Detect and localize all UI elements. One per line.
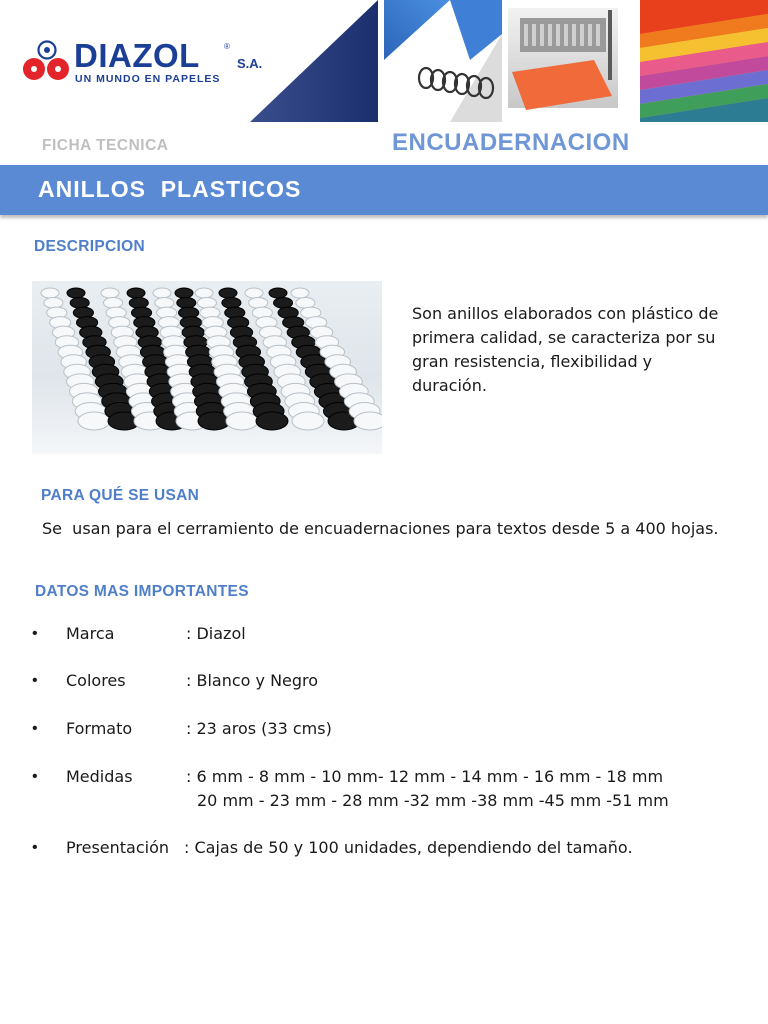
description-line: primera calidad, se caracteriza por su <box>412 328 716 347</box>
binding-ring <box>291 288 309 298</box>
binding-ring <box>197 298 216 309</box>
category-label: ENCUADERNACION <box>392 129 630 156</box>
binding-ring <box>44 298 63 309</box>
binding-ring <box>78 412 110 430</box>
usage-heading: PARA QUÉ SE USAN <box>41 487 200 504</box>
product-photo <box>32 281 382 454</box>
binding-ring <box>70 298 89 309</box>
spec-item-medidas <box>0 765 768 817</box>
spec-value: : Diazol <box>186 624 246 643</box>
binding-ring <box>269 288 287 298</box>
binding-ring <box>219 288 237 298</box>
binding-ring <box>226 412 258 430</box>
plastic-rings-image <box>32 281 382 454</box>
binding-ring <box>67 288 85 298</box>
description-text <box>412 302 718 398</box>
binding-ring <box>101 288 119 298</box>
spec-value: : 23 aros (33 cms) <box>186 719 332 738</box>
binding-ring <box>222 298 241 309</box>
banner-collage <box>250 0 768 122</box>
description-line: duración. <box>412 376 487 395</box>
binding-ring <box>129 298 148 309</box>
header-banner <box>0 0 768 122</box>
brand-tagline: UN MUNDO EN PAPELES <box>75 73 221 85</box>
binding-ring <box>274 298 293 309</box>
bullet-icon: • <box>32 625 38 642</box>
description-line: gran resistencia, flexibilidad y <box>412 352 653 371</box>
product-title: ANILLOS PLASTICOS <box>38 176 302 202</box>
bullet-icon: • <box>32 672 38 689</box>
brand-name: DIAZOL <box>74 37 200 74</box>
spec-item-colores <box>0 669 768 699</box>
usage-text: Se usan para el cerramiento de encuadernaciones para textos desde 5 a 400 hojas. <box>42 519 719 538</box>
spec-label: Marca <box>66 624 115 643</box>
binding-ring <box>104 298 123 309</box>
binding-ring <box>245 288 263 298</box>
binding-ring <box>354 412 382 430</box>
spec-item-formato <box>0 717 768 747</box>
spec-value: : 6 mm - 8 mm - 10 mm- 12 mm - 14 mm - 16 mm - 18 mm <box>186 767 664 786</box>
bullet-icon: • <box>32 768 38 785</box>
binding-ring <box>195 288 213 298</box>
bullet-icon: • <box>32 720 38 737</box>
description-line: Son anillos elaborados con plástico de <box>412 304 719 323</box>
brand-suffix: S.A. <box>237 56 263 71</box>
description-heading: DESCRIPCION <box>34 238 145 255</box>
binding-ring <box>296 298 315 309</box>
binding-ring <box>175 288 193 298</box>
binding-ring <box>249 298 268 309</box>
spec-item-marca <box>0 622 768 652</box>
spec-value: : Cajas de 50 y 100 unidades, dependiendo del tamaño. <box>184 838 633 857</box>
spec-value-line2: 20 mm - 23 mm - 28 mm -32 mm -38 mm -45 mm -51 mm <box>197 791 669 810</box>
binding-ring <box>292 412 324 430</box>
doc-type-label: FICHA TECNICA <box>42 137 169 154</box>
binding-ring <box>177 298 196 309</box>
spec-label: Formato <box>66 719 133 738</box>
spec-label: Colores <box>66 671 126 690</box>
binding-ring <box>127 288 145 298</box>
spec-value: : Blanco y Negro <box>186 671 319 690</box>
spec-label: Medidas <box>66 767 133 786</box>
registered-mark: ® <box>224 42 230 51</box>
binding-ring <box>155 298 174 309</box>
binding-ring <box>256 412 288 430</box>
spec-item-presentacion <box>0 836 768 866</box>
binding-ring <box>41 288 59 298</box>
binding-ring <box>153 288 171 298</box>
specs-heading: DATOS MAS IMPORTANTES <box>35 583 249 600</box>
bullet-icon: • <box>32 839 38 856</box>
spec-label: Presentación <box>66 838 170 857</box>
logo-circles-icon <box>20 38 74 86</box>
